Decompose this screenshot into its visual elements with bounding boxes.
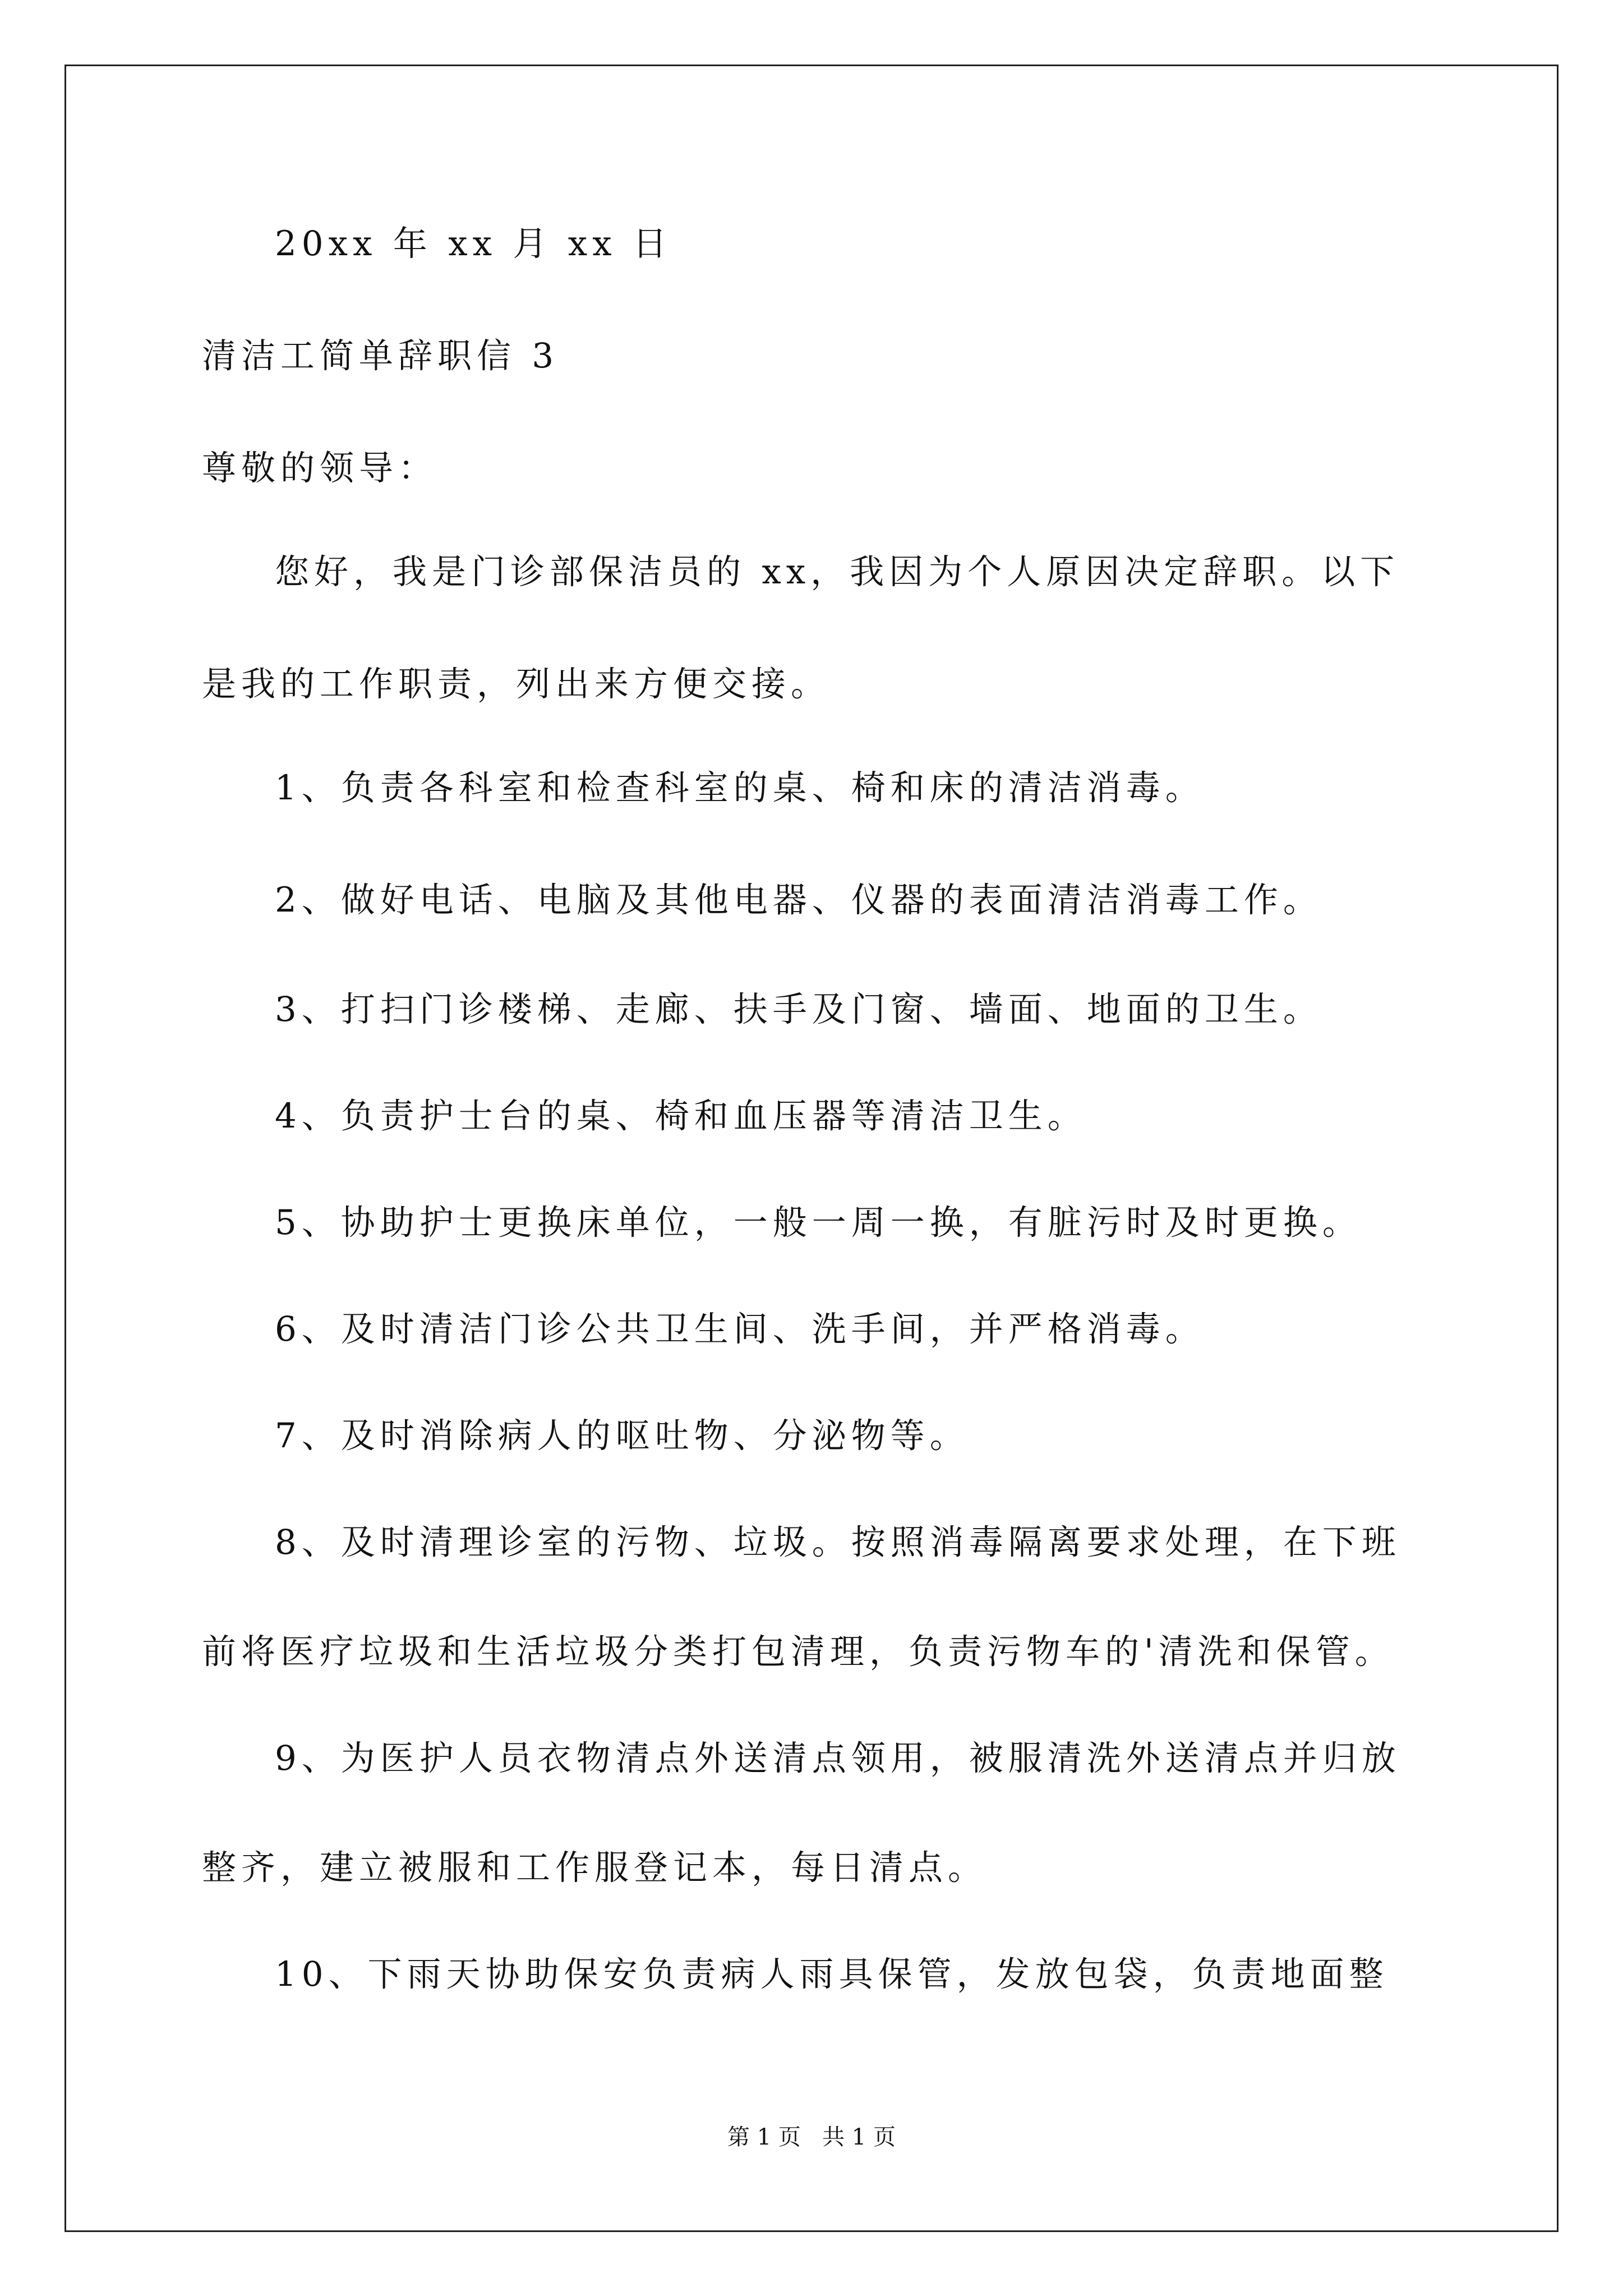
page-border (64, 65, 1559, 2232)
duty-item-1: 1、负责各科室和检查科室的桌、椅和床的清洁消毒。 (275, 768, 1205, 808)
page-footer: 第 1 页 共 1 页 (727, 2124, 896, 2150)
salutation: 尊敬的领导： (202, 448, 438, 488)
duty-item-10-line-1: 10、下雨天协助保安负责病人雨具保管，发放包袋，负责地面整 (275, 1954, 1389, 1994)
date-line: 20xx 年 xx 月 xx 日 (275, 224, 672, 264)
duty-item-8-line-1: 8、及时清理诊室的污物、垃圾。按照消毒隔离要求处理，在下班 (275, 1522, 1401, 1562)
duty-item-9-line-1: 9、为医护人员衣物清点外送清点领用，被服清洗外送清点并归放 (275, 1738, 1401, 1778)
duty-item-2: 2、做好电话、电脑及其他电器、仪器的表面清洁消毒工作。 (275, 880, 1322, 920)
intro-line-1: 您好，我是门诊部保洁员的 xx，我因为个人原因决定辞职。以下 (275, 552, 1400, 592)
duty-item-6: 6、及时清洁门诊公共卫生间、洗手间，并严格消毒。 (275, 1309, 1205, 1349)
letter-title: 清洁工简单辞职信 3 (202, 336, 559, 376)
intro-line-2: 是我的工作职责，列出来方便交接。 (202, 664, 831, 704)
duty-item-4: 4、负责护士台的桌、椅和血压器等清洁卫生。 (275, 1096, 1087, 1136)
duty-item-3: 3、打扫门诊楼梯、走廊、扶手及门窗、墙面、地面的卫生。 (275, 990, 1322, 1029)
duty-item-5: 5、协助护士更换床单位，一般一周一换，有脏污时及时更换。 (275, 1203, 1362, 1243)
duty-item-7: 7、及时消除病人的呕吐物、分泌物等。 (275, 1416, 969, 1456)
duty-item-9-line-2: 整齐，建立被服和工作服登记本，每日清点。 (202, 1848, 988, 1888)
duty-item-8-line-2: 前将医疗垃圾和生活垃圾分类打包清理，负责污物车的'清洗和保管。 (202, 1632, 1394, 1672)
